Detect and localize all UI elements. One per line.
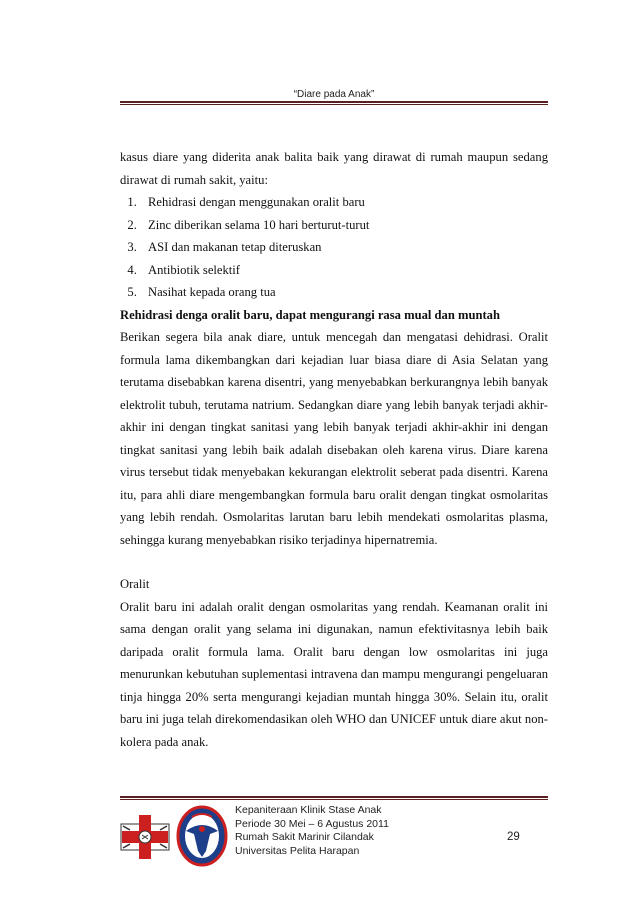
list-item: 1. Rehidrasi dengan menggunakan oralit baru <box>140 191 548 214</box>
section-heading-oralit: Oralit <box>120 577 150 591</box>
list-item: 2. Zinc diberikan selama 10 hari berturut-turut <box>140 214 548 237</box>
page-number: 29 <box>507 831 520 843</box>
footer-line-period: Periode 30 Mei – 6 Agustus 2011 <box>235 817 389 830</box>
footer-info <box>235 804 389 858</box>
eagle-shield-emblem-icon <box>176 805 228 867</box>
footer-line-hospital: Rumah Sakit Marinir Cilandak <box>235 831 374 843</box>
footer-line-university: Universitas Pelita Harapan <box>235 844 360 857</box>
intro-paragraph: kasus diare yang diderita anak balita baik yang dirawat di rumah maupun sedang dirawat di rumah sakit, yaitu: <box>120 150 548 187</box>
footer-line-department: Kepaniteraan Klinik Stase Anak <box>235 804 382 816</box>
oralit-paragraph: Oralit baru ini adalah oralit dengan osmolaritas yang rendah. Keamanan oralit ini sama dengan oralit yang selama ini digunakan, namun efektivitasnya lebih baik daripada oralit formula lama. Oralit baru dengan low osmolaritas ini juga menurunkan kebutuhan suplementasi intravena dan mampu mengurangi pengeluaran tinja hingga 20% serta mengurangi kejadian muntah hingga 30%. Selain itu, oralit baru ini juga telah direkomendasikan oleh WHO dan UNICEF untuk diare akut non-kolera pada anak. <box>120 599 548 749</box>
header-rule <box>120 101 548 105</box>
list-item: 4. Antibiotik selektif <box>140 259 548 282</box>
treatment-list <box>120 191 548 304</box>
section-heading-rehidrasi: Rehidrasi denga oralit baru, dapat mengurangi rasa mual dan muntah <box>120 307 500 322</box>
list-item: 3. ASI dan makanan tetap diteruskan <box>140 236 548 259</box>
list-item: 5. Nasihat kepada orang tua <box>140 281 548 304</box>
page-header-title: “Diare pada Anak” <box>293 89 375 100</box>
document-body <box>120 146 548 753</box>
red-cross-emblem-icon <box>120 814 170 860</box>
paragraph-spacer <box>120 551 548 573</box>
footer-rule <box>120 796 548 800</box>
rehidrasi-paragraph: Berikan segera bila anak diare, untuk mencegah dan mengatasi dehidrasi. Oralit formula lama dikembangkan dari kejadian luar biasa diare di Asia Selatan yang terutama disebabkan karena disentri, yang menyebabkan berkurangnya lebih banyak elektrolit tubuh, terutama natrium. Sedangkan diare yang lebih banyak terjadi akhir-akhir ini dengan tingkat sanitasi yang lebih banyak terjadi akhir-akhir ini dengan tingkat sanitasi yang lebih baik adalah disebakan oleh karena virus. Diare karena virus tersebut tidak menyebakan kekurangan elektrolit seberat pada disentri. Karena itu, para ahli diare mengembangkan formula baru oralit dengan tingkat osmolaritas yang lebih rendah. Osmolaritas larutan baru lebih mendekati osmolaritas plasma, sehingga kurang menyebabkan risiko terjadinya hipernatremia. <box>120 330 548 547</box>
